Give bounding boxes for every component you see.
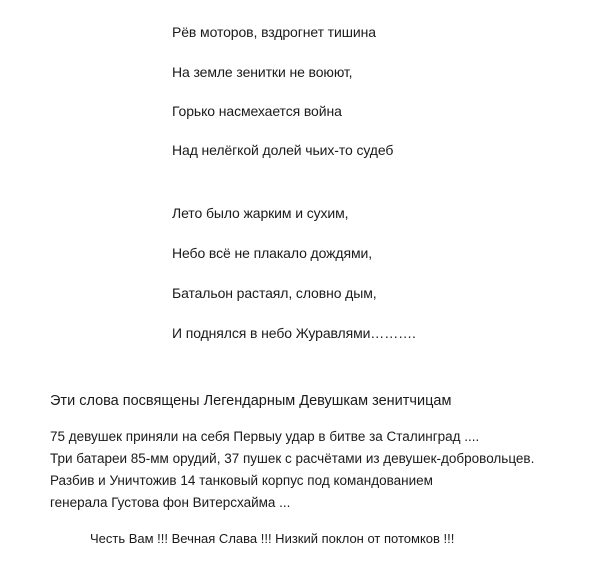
body-line: 75 девушек приняли на себя Первыу удар в битве за Сталинград ....: [50, 429, 480, 444]
honor-line: Честь Вам !!! Вечная Слава !!! Низкий поклон от потомков !!!: [90, 531, 455, 546]
poem-line: На земле зенитки не воюют,: [172, 64, 353, 80]
body-line: Разбив и Уничтожив 14 танковый корпус под командованием: [50, 473, 433, 488]
poem-line: И поднялся в небо Журавлями……….: [172, 325, 416, 341]
body-line: Три батареи 85-мм орудий, 37 пушек с расчётами из девушек-добровольцев.: [50, 451, 535, 466]
poem-line: Лето было жарким и сухим,: [172, 205, 349, 221]
poem-line: Над нелёгкой долей чьих-то судеб: [172, 142, 394, 158]
body-line: генерала Густова фон Витерсхайма ...: [50, 495, 291, 510]
poem-line: Рёв моторов, вздрогнет тишина: [172, 24, 376, 40]
dedication-heading: Эти слова посвящены Легендарным Девушкам зенитчицам: [50, 393, 452, 409]
poem-line: Горько насмехается война: [172, 103, 342, 119]
poem-line: Небо всё не плакало дождями,: [172, 245, 373, 261]
poem-line: Батальон растаял, словно дым,: [172, 285, 377, 301]
